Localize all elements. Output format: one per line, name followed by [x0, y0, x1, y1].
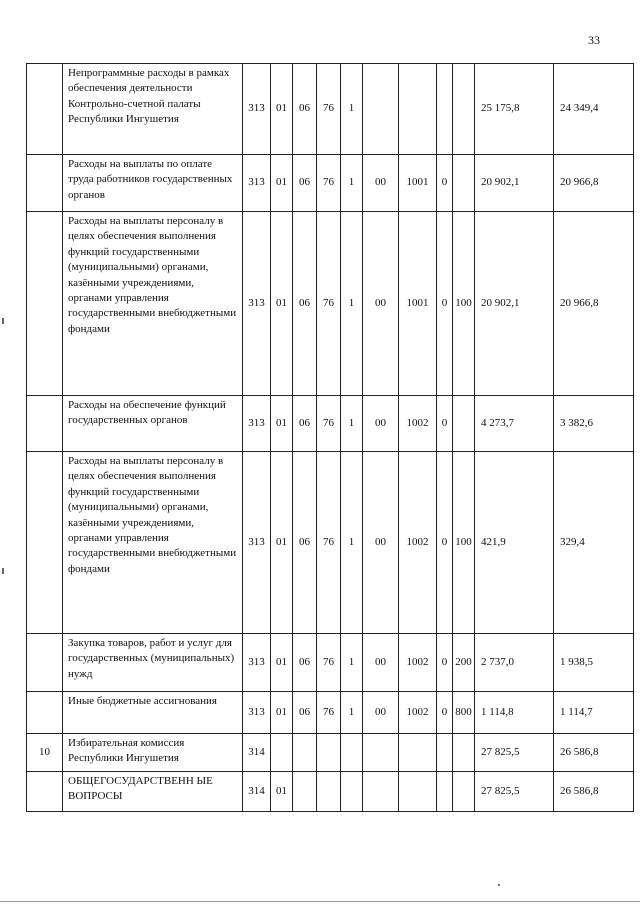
amount-year-2: 3 382,6 [554, 396, 634, 452]
code-section: 01 [271, 155, 293, 212]
table-row [27, 155, 634, 212]
code-subprogram: 1 [341, 396, 363, 452]
code-main-event: 00 [363, 155, 399, 212]
row-number [27, 452, 63, 634]
amount-year-2: 20 966,8 [554, 155, 634, 212]
code-ved: 314 [243, 772, 271, 812]
code-direction: 1002 [399, 634, 437, 692]
code-section: 01 [271, 64, 293, 155]
code-ved: 313 [243, 155, 271, 212]
item-name: Расходы на выплаты персоналу в целях обеспечения выполнения функций государственными (муниципальными) органами, казёнными учреждениями, органами управления государственными внебюджетными фондами [63, 212, 243, 396]
table-row [27, 64, 634, 155]
amount-year-2: 26 586,8 [554, 772, 634, 812]
code-expense-type: 100 [453, 212, 475, 396]
code-direction: 1002 [399, 692, 437, 734]
code-ved: 313 [243, 692, 271, 734]
amount-year-1: 2 737,0 [475, 634, 554, 692]
code-subsection: 06 [293, 634, 317, 692]
code-subprogram: 1 [341, 155, 363, 212]
code-ved: 314 [243, 734, 271, 772]
code-extra: 0 [437, 155, 453, 212]
budget-table [26, 63, 634, 812]
scan-margin-mark [2, 318, 4, 324]
code-extra: 0 [437, 396, 453, 452]
code-subsection: 06 [293, 155, 317, 212]
code-direction: 1001 [399, 212, 437, 396]
amount-year-1: 27 825,5 [475, 772, 554, 812]
code-subsection: 06 [293, 396, 317, 452]
row-number [27, 634, 63, 692]
code-program [317, 772, 341, 812]
code-subsection [293, 772, 317, 812]
code-direction: 1002 [399, 452, 437, 634]
code-expense-type [453, 64, 475, 155]
amount-year-1: 20 902,1 [475, 155, 554, 212]
code-main-event [363, 734, 399, 772]
item-name: Расходы на выплаты по оплате труда работников государственных органов [63, 155, 243, 212]
amount-year-2: 329,4 [554, 452, 634, 634]
code-ved: 313 [243, 452, 271, 634]
code-section: 01 [271, 212, 293, 396]
code-subsection: 06 [293, 64, 317, 155]
table-row [27, 634, 634, 692]
table-row [27, 734, 634, 772]
amount-year-1: 4 273,7 [475, 396, 554, 452]
amount-year-1: 1 114,8 [475, 692, 554, 734]
row-number [27, 64, 63, 155]
item-name: Непрограммные расходы в рамках обеспечения деятельности Контрольно-счетной палаты Республики Ингушетия [63, 64, 243, 155]
amount-year-2: 1 114,7 [554, 692, 634, 734]
code-section: 01 [271, 396, 293, 452]
code-program: 76 [317, 64, 341, 155]
table-row [27, 772, 634, 812]
row-number [27, 396, 63, 452]
code-direction: 1001 [399, 155, 437, 212]
code-extra: 0 [437, 212, 453, 396]
code-expense-type: 800 [453, 692, 475, 734]
code-main-event [363, 772, 399, 812]
code-direction [399, 734, 437, 772]
code-main-event: 00 [363, 212, 399, 396]
code-main-event: 00 [363, 692, 399, 734]
code-main-event: 00 [363, 634, 399, 692]
amount-year-1: 25 175,8 [475, 64, 554, 155]
item-name: Избирательная комиссия Республики Ингушетия [63, 734, 243, 772]
row-number [27, 772, 63, 812]
code-subprogram: 1 [341, 452, 363, 634]
code-extra: 0 [437, 452, 453, 634]
scan-margin-mark [2, 568, 4, 574]
scan-speck [498, 884, 500, 886]
code-subsection: 06 [293, 212, 317, 396]
row-number [27, 692, 63, 734]
code-program: 76 [317, 634, 341, 692]
code-ved: 313 [243, 396, 271, 452]
amount-year-2: 24 349,4 [554, 64, 634, 155]
code-section: 01 [271, 452, 293, 634]
page-number: 33 [588, 33, 600, 47]
item-name: Закупка товаров, работ и услуг для государственных (муниципальных) нужд [63, 634, 243, 692]
code-expense-type: 100 [453, 452, 475, 634]
table-row [27, 452, 634, 634]
amount-year-2: 1 938,5 [554, 634, 634, 692]
code-section: 01 [271, 634, 293, 692]
code-extra [437, 64, 453, 155]
code-direction [399, 64, 437, 155]
code-main-event: 00 [363, 396, 399, 452]
code-program: 76 [317, 212, 341, 396]
code-subsection [293, 734, 317, 772]
code-subprogram [341, 772, 363, 812]
code-direction [399, 772, 437, 812]
amount-year-1: 27 825,5 [475, 734, 554, 772]
code-subprogram: 1 [341, 634, 363, 692]
code-expense-type [453, 734, 475, 772]
code-program: 76 [317, 692, 341, 734]
code-direction: 1002 [399, 396, 437, 452]
code-expense-type [453, 772, 475, 812]
code-subsection: 06 [293, 692, 317, 734]
amount-year-2: 26 586,8 [554, 734, 634, 772]
table-row [27, 212, 634, 396]
row-number [27, 155, 63, 212]
code-section [271, 734, 293, 772]
code-expense-type [453, 396, 475, 452]
amount-year-1: 20 902,1 [475, 212, 554, 396]
code-extra [437, 772, 453, 812]
code-section: 01 [271, 772, 293, 812]
code-subprogram [341, 734, 363, 772]
code-ved: 313 [243, 64, 271, 155]
table-row [27, 396, 634, 452]
code-program: 76 [317, 452, 341, 634]
code-expense-type: 200 [453, 634, 475, 692]
code-extra [437, 734, 453, 772]
code-expense-type [453, 155, 475, 212]
code-subprogram: 1 [341, 212, 363, 396]
row-number [27, 212, 63, 396]
code-ved: 313 [243, 634, 271, 692]
code-main-event: 00 [363, 452, 399, 634]
code-program: 76 [317, 396, 341, 452]
scan-bottom-edge [0, 901, 640, 902]
item-name: ОБЩЕГОСУДАРСТВЕНН ЫЕ ВОПРОСЫ [63, 772, 243, 812]
table-row [27, 692, 634, 734]
code-section: 01 [271, 692, 293, 734]
code-program [317, 734, 341, 772]
amount-year-1: 421,9 [475, 452, 554, 634]
code-extra: 0 [437, 634, 453, 692]
code-extra: 0 [437, 692, 453, 734]
code-subprogram: 1 [341, 64, 363, 155]
item-name: Иные бюджетные ассигнования [63, 692, 243, 734]
code-program: 76 [317, 155, 341, 212]
row-number: 10 [27, 734, 63, 772]
code-subprogram: 1 [341, 692, 363, 734]
item-name: Расходы на обеспечение функций государственных органов [63, 396, 243, 452]
code-subsection: 06 [293, 452, 317, 634]
item-name: Расходы на выплаты персоналу в целях обеспечения выполнения функций государственными (муниципальными) органами, казёнными учреждениями, органами управления государственными внебюджетными фондами [63, 452, 243, 634]
code-ved: 313 [243, 212, 271, 396]
amount-year-2: 20 966,8 [554, 212, 634, 396]
code-main-event [363, 64, 399, 155]
